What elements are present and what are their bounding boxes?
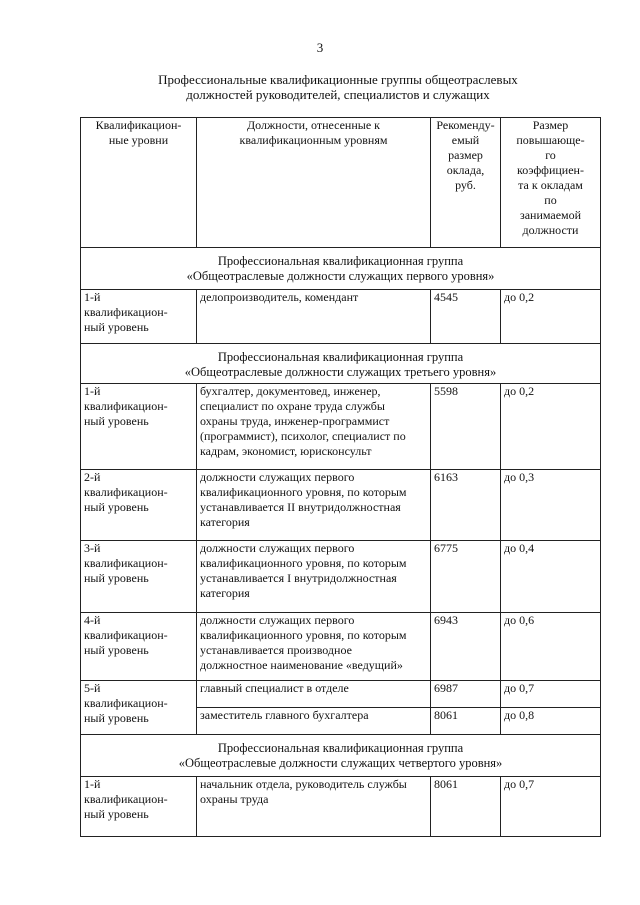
group-label: Профессиональная квалификационная группа «Общеотраслевые должности служащих третьего уровня»	[81, 344, 601, 384]
group-header-row	[81, 735, 601, 777]
positions-cell: должности служащих первого квалификационного уровня, по которым устанавливается I внутридолжностная категория	[197, 541, 431, 613]
coefficient-cell: до 0,4	[501, 541, 601, 613]
salary-cell: 8061	[431, 777, 501, 837]
coefficient-cell: до 0,8	[501, 708, 601, 735]
coefficient-cell: до 0,6	[501, 613, 601, 681]
salary-cell: 5598	[431, 384, 501, 470]
page-number: 3	[316, 40, 324, 55]
level-cell: 1-й квалификацион- ный уровень	[81, 290, 197, 344]
coefficient-cell: до 0,3	[501, 470, 601, 541]
header-levels: Квалификацион- ные уровни	[81, 118, 197, 248]
group-label: Профессиональная квалификационная группа «Общеотраслевые должности служащих четвертого уровня»	[81, 735, 601, 777]
salary-cell: 6775	[431, 541, 501, 613]
table-row	[81, 613, 601, 681]
salary-cell: 6987	[431, 681, 501, 708]
table-header-row	[81, 118, 601, 248]
coefficient-cell: до 0,7	[501, 777, 601, 837]
table-row	[81, 681, 601, 708]
group-header-row	[81, 344, 601, 384]
header-salary: Рекоменду- емый размер оклада, руб.	[431, 118, 501, 248]
table-row	[81, 470, 601, 541]
coefficient-cell: до 0,2	[501, 290, 601, 344]
title-line-2: должностей руководителей, специалистов и служащих	[186, 87, 490, 102]
level-cell: 1-й квалификацион- ный уровень	[81, 384, 197, 470]
coefficient-cell: до 0,2	[501, 384, 601, 470]
title-line-1: Профессиональные квалификационные группы общеотраслевых	[158, 72, 518, 87]
table-row	[81, 777, 601, 837]
coefficient-cell: до 0,7	[501, 681, 601, 708]
positions-cell: главный специалист в отделе	[197, 681, 431, 708]
table-row	[81, 290, 601, 344]
salary-cell: 6943	[431, 613, 501, 681]
level-cell: 1-й квалификацион- ный уровень	[81, 777, 197, 837]
salary-cell: 4545	[431, 290, 501, 344]
positions-cell: бухгалтер, документовед, инженер, специалист по охране труда службы охраны труда, инженер-программист (программист), психолог, специалист по кадрам, экономист, юрисконсульт	[197, 384, 431, 470]
level-cell: 3-й квалификацион- ный уровень	[81, 541, 197, 613]
positions-cell: делопроизводитель, комендант	[197, 290, 431, 344]
level-cell: 2-й квалификацион- ный уровень	[81, 470, 197, 541]
salary-cell: 6163	[431, 470, 501, 541]
positions-cell: начальник отдела, руководитель службы охраны труда	[197, 777, 431, 837]
document-title	[0, 72, 640, 102]
salary-cell: 8061	[431, 708, 501, 735]
qualification-table	[80, 117, 601, 837]
header-positions: Должности, отнесенные к квалификационным уровням	[197, 118, 431, 248]
group-label: Профессиональная квалификационная группа «Общеотраслевые должности служащих первого уровня»	[81, 248, 601, 290]
positions-cell: должности служащих первого квалификационного уровня, по которым устанавливается II внутридолжностная категория	[197, 470, 431, 541]
header-coefficient: Размер повышающе- го коэффициен- та к окладам по занимаемой должности	[501, 118, 601, 248]
table-row	[81, 384, 601, 470]
positions-cell: должности служащих первого квалификационного уровня, по которым устанавливается производное должностное наименование «ведущий»	[197, 613, 431, 681]
level-cell: 5-й квалификацион- ный уровень	[81, 681, 197, 735]
positions-cell: заместитель главного бухгалтера	[197, 708, 431, 735]
table-row	[81, 541, 601, 613]
group-header-row	[81, 248, 601, 290]
level-cell: 4-й квалификацион- ный уровень	[81, 613, 197, 681]
